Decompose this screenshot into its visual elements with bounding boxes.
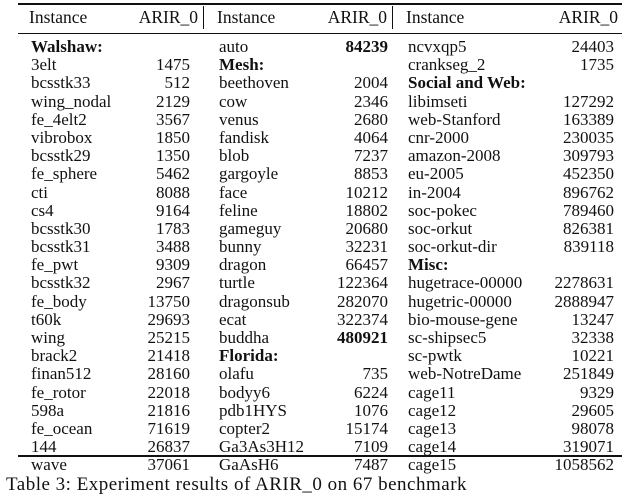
instance-name: finan512: [31, 364, 92, 384]
table-row: [18, 456, 202, 474]
arir-value: 71619: [147, 418, 190, 438]
arir-value: 9329: [580, 382, 614, 402]
arir-value: 98078: [571, 418, 614, 438]
table-row: [395, 38, 622, 56]
arir-value: 319071: [563, 437, 614, 457]
table-row: [206, 93, 391, 111]
arir-value: 512: [164, 73, 190, 93]
arir-value: 896762: [563, 182, 614, 202]
table-rows: [206, 38, 391, 475]
header-arir: ARIR_0: [138, 7, 198, 27]
arir-value: 10221: [571, 346, 614, 366]
table-row: [206, 365, 391, 383]
instance-name: fe_rotor: [31, 382, 86, 402]
table-row: [18, 311, 202, 329]
instance-name: vibrobox: [31, 127, 93, 147]
instance-name: pdb1HYS: [219, 400, 288, 420]
arir-value: 2004: [354, 73, 388, 93]
arir-value: 322374: [337, 309, 388, 329]
instance-name: web-Stanford: [408, 109, 501, 129]
instance-name: wing_nodal: [31, 91, 112, 111]
instance-name: bcsstk32: [31, 273, 91, 293]
table-row: [18, 111, 202, 129]
instance-name: cs4: [31, 200, 54, 220]
instance-name: fe_pwt: [31, 255, 79, 275]
table-row: [206, 74, 391, 92]
instance-name: sc-shipsec5: [408, 328, 487, 347]
instance-name: libimseti: [408, 91, 468, 111]
section-label: Mesh:: [219, 55, 265, 75]
instance-name: cage14: [408, 437, 457, 457]
instance-name: cage15: [408, 455, 457, 475]
table-row: [395, 220, 622, 238]
instance-name: gameguy: [219, 218, 282, 238]
table-row: [395, 438, 622, 456]
table-row: [395, 347, 622, 365]
arir-value: 24403: [571, 37, 614, 56]
instance-name: copter2: [219, 418, 270, 438]
table-row: [18, 365, 202, 383]
table-row: [395, 311, 622, 329]
arir-value: 13247: [571, 309, 614, 329]
arir-value: 2680: [354, 109, 388, 129]
instance-name: in-2004: [408, 182, 461, 202]
table-row: [206, 311, 391, 329]
table-row: [18, 238, 202, 256]
instance-name: bcsstk29: [31, 146, 91, 166]
table-row: [18, 438, 202, 456]
instance-name: eu-2005: [408, 164, 464, 184]
table-row: [395, 184, 622, 202]
table-row: [18, 184, 202, 202]
instance-name: bcsstk33: [31, 73, 91, 93]
table-row: [18, 202, 202, 220]
table-row: [206, 256, 391, 274]
instance-name: GaAsH6: [219, 455, 279, 475]
table-row: [395, 147, 622, 165]
arir-value: 66457: [345, 255, 388, 275]
instance-name: wing: [31, 328, 65, 347]
table-row: [395, 202, 622, 220]
table-row: [18, 147, 202, 165]
arir-value: 3488: [156, 237, 190, 257]
arir-value: 4064: [354, 127, 388, 147]
arir-value: 32231: [345, 237, 388, 257]
instance-name: bcsstk30: [31, 218, 91, 238]
instance-name: fe_4elt2: [31, 109, 87, 129]
instance-name: buddha: [219, 328, 270, 347]
arir-value: 826381: [563, 218, 614, 238]
table-row: [395, 456, 622, 474]
instance-name: cti: [31, 182, 48, 202]
arir-value: 1783: [156, 218, 190, 238]
column-header: [206, 6, 391, 29]
instance-name: cage12: [408, 400, 457, 420]
table-row: [395, 238, 622, 256]
arir-value: 84239: [345, 37, 388, 56]
table-row: [395, 274, 622, 292]
table-row: [18, 220, 202, 238]
arir-value: 18802: [345, 200, 388, 220]
table-row: [206, 147, 391, 165]
table-row: [206, 220, 391, 238]
table-row: [206, 293, 391, 311]
arir-value: 282070: [337, 291, 388, 311]
table-caption: Table 3: Experiment results of ARIR_0 on 67 benchmark: [6, 474, 468, 495]
arir-value: 29605: [571, 400, 614, 420]
arir-value: 8088: [156, 182, 190, 202]
section-heading: [395, 74, 622, 92]
arir-value: 21816: [147, 400, 190, 420]
table-row: [395, 384, 622, 402]
table-row: [18, 274, 202, 292]
section-heading: [18, 38, 202, 56]
section-heading: [206, 56, 391, 74]
instance-name: 598a: [31, 400, 65, 420]
instance-name: turtle: [219, 273, 255, 293]
table-row: [18, 402, 202, 420]
table-row: [18, 347, 202, 365]
instance-name: fe_body: [31, 291, 87, 311]
instance-name: bunny: [219, 237, 262, 257]
table-row: [18, 329, 202, 347]
arir-value: 1350: [156, 146, 190, 166]
instance-name: sc-pwtk: [408, 346, 462, 366]
table-row: [206, 165, 391, 183]
instance-name: wave: [31, 455, 67, 475]
section-heading: [206, 347, 391, 365]
arir-value: 1076: [354, 400, 388, 420]
table-row: [395, 111, 622, 129]
instance-name: fe_sphere: [31, 164, 98, 184]
header-arir: ARIR_0: [327, 7, 387, 27]
table-row: [395, 293, 622, 311]
column-header: [395, 6, 622, 29]
section-label: Misc:: [408, 255, 449, 275]
arir-value: 309793: [563, 146, 614, 166]
arir-value: 8853: [354, 164, 388, 184]
header-instance: Instance: [406, 7, 465, 27]
arir-value: 25215: [147, 328, 190, 347]
instance-name: hugetric-00000: [408, 291, 512, 311]
instance-name: beethoven: [219, 73, 289, 93]
arir-value: 735: [362, 364, 388, 384]
arir-value: 29693: [147, 309, 190, 329]
arir-value: 6224: [354, 382, 388, 402]
table-row: [18, 384, 202, 402]
table-column-2: [206, 0, 391, 475]
table-column-3: [395, 0, 622, 475]
table-row: [18, 129, 202, 147]
header-arir: ARIR_0: [558, 7, 618, 27]
instance-name: ncvxqp5: [408, 37, 467, 56]
table-row: [395, 56, 622, 74]
instance-name: crankseg_2: [408, 55, 486, 75]
instance-name: face: [219, 182, 248, 202]
instance-name: bodyy6: [219, 382, 270, 402]
arir-value: 2888947: [554, 291, 614, 311]
table-row: [18, 293, 202, 311]
instance-name: soc-orkut: [408, 218, 473, 238]
arir-value: 122364: [337, 273, 388, 293]
arir-value: 2967: [156, 273, 190, 293]
section-label: Social and Web:: [408, 73, 526, 93]
arir-value: 7109: [354, 437, 388, 457]
table-row: [206, 420, 391, 438]
arir-value: 3567: [156, 109, 190, 129]
arir-value: 15174: [345, 418, 388, 438]
arir-value: 480921: [337, 328, 388, 347]
arir-value: 13750: [147, 291, 190, 311]
arir-value: 37061: [147, 455, 190, 475]
instance-name: cow: [219, 91, 248, 111]
arir-value: 230035: [563, 127, 614, 147]
arir-value: 5462: [156, 164, 190, 184]
table-row: [18, 420, 202, 438]
arir-value: 20680: [345, 218, 388, 238]
instance-name: soc-orkut-dir: [408, 237, 497, 257]
arir-value: 22018: [147, 382, 190, 402]
instance-name: feline: [219, 200, 258, 220]
instance-name: Ga3As3H12: [219, 437, 304, 457]
table-row: [395, 93, 622, 111]
section-label: Walshaw:: [31, 37, 103, 56]
table-row: [18, 56, 202, 74]
instance-name: fandisk: [219, 127, 270, 147]
arir-value: 1735: [580, 55, 614, 75]
arir-value: 2129: [156, 91, 190, 111]
arir-value: 163389: [563, 109, 614, 129]
header-instance: Instance: [217, 7, 276, 27]
table-row: [395, 402, 622, 420]
instance-name: soc-pokec: [408, 200, 477, 220]
instance-name: fe_ocean: [31, 418, 93, 438]
arir-value: 9164: [156, 200, 190, 220]
instance-name: amazon-2008: [408, 146, 501, 166]
arir-value: 2346: [354, 91, 388, 111]
instance-name: gargoyle: [219, 164, 279, 184]
table-row: [206, 238, 391, 256]
arir-value: 2278631: [554, 273, 614, 293]
table-row: [206, 402, 391, 420]
table-row: [18, 74, 202, 92]
instance-name: 144: [31, 437, 57, 457]
table-row: [206, 129, 391, 147]
section-label: Florida:: [219, 346, 279, 366]
table-row: [206, 438, 391, 456]
arir-value: 839118: [563, 237, 614, 257]
table-row: [206, 184, 391, 202]
table-row: [206, 274, 391, 292]
table-row: [395, 420, 622, 438]
instance-name: olafu: [219, 364, 254, 384]
arir-value: 251849: [563, 364, 614, 384]
arir-value: 1058562: [554, 455, 614, 475]
table-row: [206, 329, 391, 347]
arir-value: 21418: [147, 346, 190, 366]
instance-name: auto: [219, 37, 249, 56]
arir-value: 1850: [156, 127, 190, 147]
table-rows: [395, 38, 622, 475]
table-row: [18, 165, 202, 183]
arir-value: 1475: [156, 55, 190, 75]
arir-value: 32338: [571, 328, 614, 347]
arir-value: 789460: [563, 200, 614, 220]
instance-name: ecat: [219, 309, 247, 329]
instance-name: brack2: [31, 346, 78, 366]
instance-name: t60k: [31, 309, 62, 329]
arir-value: 7237: [354, 146, 388, 166]
section-heading: [395, 256, 622, 274]
table-row: [395, 329, 622, 347]
instance-name: cnr-2000: [408, 127, 470, 147]
table-row: [206, 384, 391, 402]
column-header: [18, 6, 202, 29]
arir-value: 127292: [563, 91, 614, 111]
table-row: [395, 165, 622, 183]
instance-name: hugetrace-00000: [408, 273, 523, 293]
table-row: [206, 38, 391, 56]
instance-name: bcsstk31: [31, 237, 91, 257]
instance-name: cage13: [408, 418, 457, 438]
arir-value: 26837: [147, 437, 190, 457]
table-row: [18, 93, 202, 111]
instance-name: blob: [219, 146, 250, 166]
table-row: [206, 111, 391, 129]
table-row: [395, 129, 622, 147]
instance-name: 3elt: [31, 55, 57, 75]
arir-value: 28160: [147, 364, 190, 384]
table-row: [395, 365, 622, 383]
arir-value: 7487: [354, 455, 388, 475]
table-row: [206, 202, 391, 220]
instance-name: venus: [219, 109, 259, 129]
instance-name: dragon: [219, 255, 267, 275]
table-row: [206, 456, 391, 474]
instance-name: bio-mouse-gene: [408, 309, 518, 329]
arir-value: 10212: [345, 182, 388, 202]
instance-name: web-NotreDame: [408, 364, 522, 384]
arir-value: 452350: [563, 164, 614, 184]
arir-value: 9309: [156, 255, 190, 275]
instance-name: dragonsub: [219, 291, 290, 311]
table-row: [18, 256, 202, 274]
table-rows: [18, 38, 202, 475]
header-instance: Instance: [29, 7, 88, 27]
table-column-1: [18, 0, 202, 475]
instance-name: cage11: [408, 382, 456, 402]
